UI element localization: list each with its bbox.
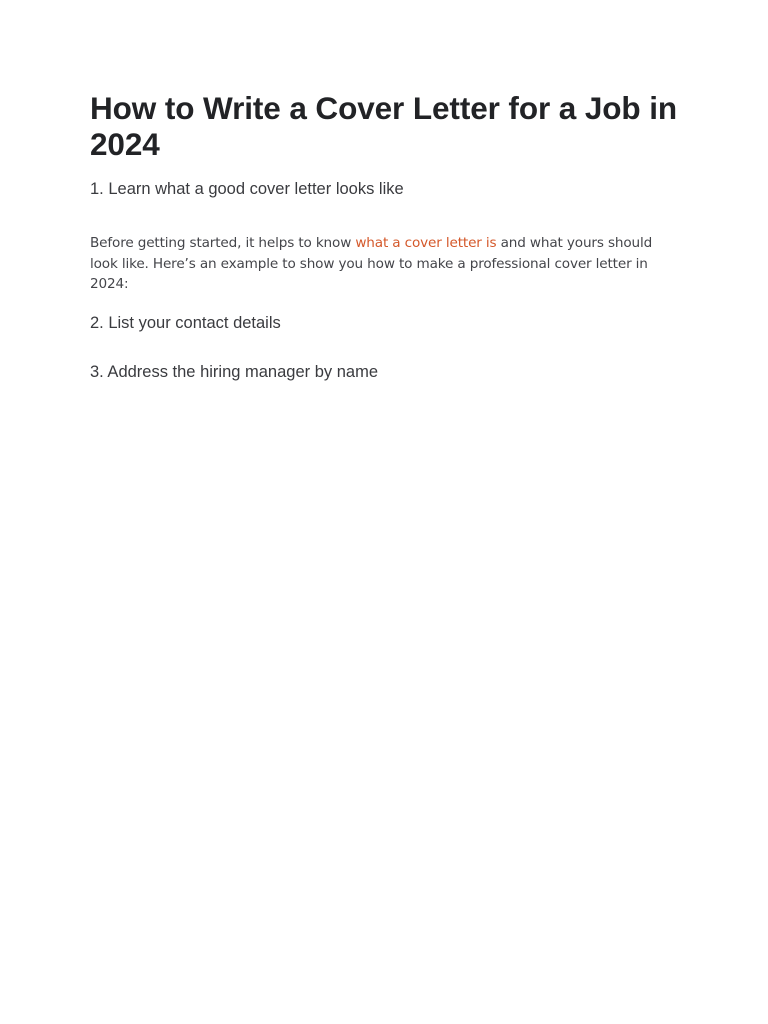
- paragraph-text-after-link: and what yours should look like. Here’s an example to show you how to make a professional cover letter in 2024:: [90, 235, 653, 292]
- paragraph-text-before-link: Before getting started, it helps to know: [90, 235, 356, 251]
- section-heading-contact-details: 2. List your contact details: [90, 313, 281, 332]
- article: [90, 90, 680, 383]
- article-title: How to Write a Cover Letter for a Job in 2024: [90, 90, 677, 162]
- what-is-cover-letter-link[interactable]: what a cover letter is: [355, 235, 497, 251]
- section-heading-learn: 1. Learn what a good cover letter looks like: [90, 180, 404, 198]
- section-heading-hiring-manager: 3. Address the hiring manager by name: [90, 362, 379, 381]
- intro-paragraph: [90, 233, 680, 295]
